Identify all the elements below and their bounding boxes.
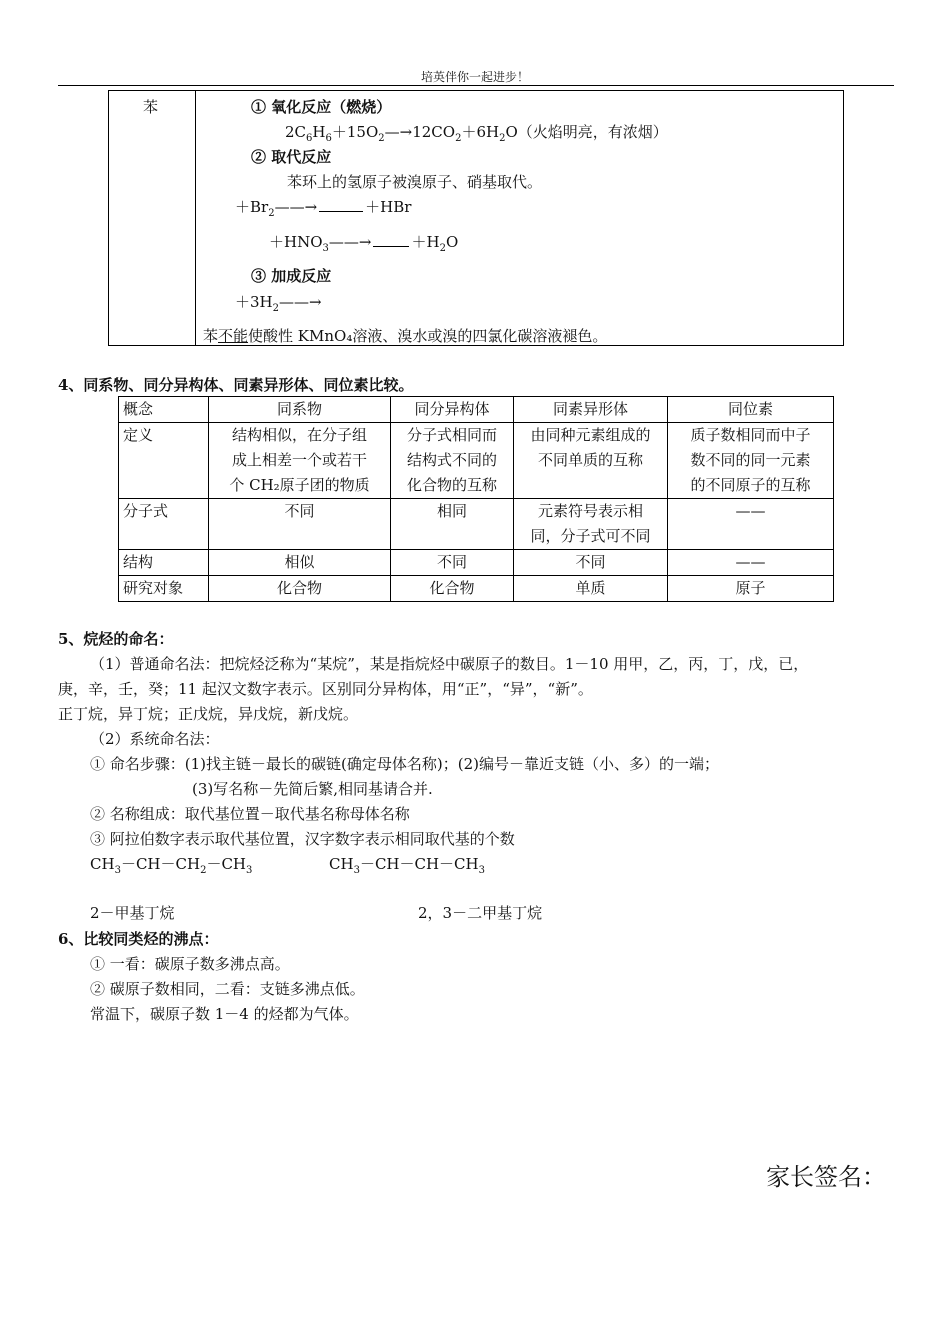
formula-2-3-dimethylbutane: $CH_3-CH-CH-CH_3$ (329, 855, 485, 876)
answer-blank[interactable] (373, 234, 409, 247)
section-6-title: 6、比较同类烃的沸点： (58, 930, 219, 948)
system-naming-title: （2）系统命名法： (90, 730, 220, 748)
parent-signature-label: 家长签名： (766, 1163, 886, 1191)
table-header-cell: 概念 (119, 397, 209, 423)
table-cell: 相似 (209, 550, 391, 576)
table-cell: 不同 (209, 499, 391, 550)
table-row (119, 550, 834, 576)
table-cell: —— (668, 499, 834, 550)
numbering-rule: ③ 阿拉伯数字表示取代基位置，汉字数字表示相同取代基的个数 (90, 830, 515, 848)
benzene-note: 苯不能使酸性 KMnO₄溶液、溴水或溴的四氯化碳溶液褪色。 (203, 327, 608, 345)
name-2-3-dimethylbutane: 2，3－二甲基丁烷 (418, 904, 543, 922)
table-cell: —— (668, 550, 834, 576)
name-2-methylbutane: 2－甲基丁烷 (90, 904, 175, 922)
table-cell: 化合物 (391, 576, 514, 602)
table-cell: 不同 (514, 550, 668, 576)
table-row (119, 423, 834, 499)
table-cell: 结构相似，在分子组 成上相差一个或若干 个 CH₂原子团的物质 (209, 423, 391, 499)
header-rule (58, 85, 894, 86)
section-4-title: 4、同系物、同分异构体、同素异形体、同位素比较。 (58, 376, 414, 394)
substitution-desc: 苯环上的氢原子被溴原子、硝基取代。 (287, 173, 543, 191)
comparison-table (118, 396, 834, 602)
bromination-equation: $+Br_2——\to +HBr$ (235, 198, 412, 219)
formula-2-methylbutane: $CH_3-CH-CH_2-CH_3$ (90, 855, 253, 876)
table-row (119, 499, 834, 550)
benzene-label: 苯 (143, 98, 159, 116)
table-cell: 化合物 (209, 576, 391, 602)
benzene-divider (195, 91, 196, 345)
substitution-title: ② 取代反应 (251, 148, 332, 166)
table-cell: 质子数相同而中子 数不同的同一元素 的不同原子的互称 (668, 423, 834, 499)
naming-steps-line-2: (3)写名称－先简后繁,相同基请合并. (192, 780, 433, 798)
table-cell: 分子式相同而 结构式不同的 化合物的互称 (391, 423, 514, 499)
table-cell: 结构 (119, 550, 209, 576)
table-cell: 由同种元素组成的 不同单质的互称 (514, 423, 668, 499)
combustion-equation: $2C_6H_6+15O_2—\to 12CO_2+6H_2O$（火焰明亮，有浓烟） (285, 123, 668, 144)
table-cell: 相同 (391, 499, 514, 550)
table-header-cell: 同系物 (209, 397, 391, 423)
table-row (119, 576, 834, 602)
common-naming-line-2: 庚，辛，壬，癸；11 起汉文数字表示。区别同分异构体，用“正”，“异”，“新”。 (58, 680, 593, 698)
oxidation-title: ① 氧化反应（燃烧） (251, 98, 392, 116)
addition-title: ③ 加成反应 (251, 267, 332, 285)
table-header-cell: 同素异形体 (514, 397, 668, 423)
nitration-equation: $+HNO_3——\to +H_2O$ (269, 233, 459, 254)
table-cell: 元素符号表示相 同，分子式可不同 (514, 499, 668, 550)
table-cell: 定义 (119, 423, 209, 499)
table-cell: 分子式 (119, 499, 209, 550)
combustion-note: （火焰明亮，有浓烟） (517, 123, 668, 141)
table-cell: 不同 (391, 550, 514, 576)
note-underlined-word: 不能 (218, 327, 249, 345)
boiling-point-rule-2: ② 碳原子数相同，二看：支链多沸点低。 (90, 980, 365, 998)
name-composition: ② 名称组成：取代基位置－取代基名称母体名称 (90, 805, 410, 823)
boiling-point-rule-1: ① 一看：碳原子数多沸点高。 (90, 955, 290, 973)
common-naming-line-3: 正丁烷，异丁烷；正戊烷，异戊烷，新戊烷。 (58, 705, 359, 723)
table-header-cell: 同位素 (668, 397, 834, 423)
hydrogenation-equation: $+3H_2——\to$ (235, 293, 322, 314)
boiling-point-rule-3: 常温下，碳原子数 1－4 的烃都为气体。 (90, 1005, 359, 1023)
naming-steps-line-1: ① 命名步骤：(1)找主链－最长的碳链(确定母体名称)；(2)编号－靠近支链（小、多）的一端； (90, 755, 719, 773)
benzene-table (108, 90, 844, 346)
table-cell: 原子 (668, 576, 834, 602)
table-cell: 研究对象 (119, 576, 209, 602)
table-header-cell: 同分异构体 (391, 397, 514, 423)
page-header: 培英伴你一起进步！ (420, 70, 529, 84)
table-row (119, 397, 834, 423)
table-cell: 单质 (514, 576, 668, 602)
answer-blank[interactable] (319, 199, 363, 212)
common-naming-line-1: （1）普通命名法：把烷烃泛称为“某烷”，某是指烷烃中碳原子的数目。1－10 用甲，乙，丙，丁，戊，已， (90, 655, 809, 673)
section-5-title: 5、烷烃的命名： (58, 630, 174, 648)
